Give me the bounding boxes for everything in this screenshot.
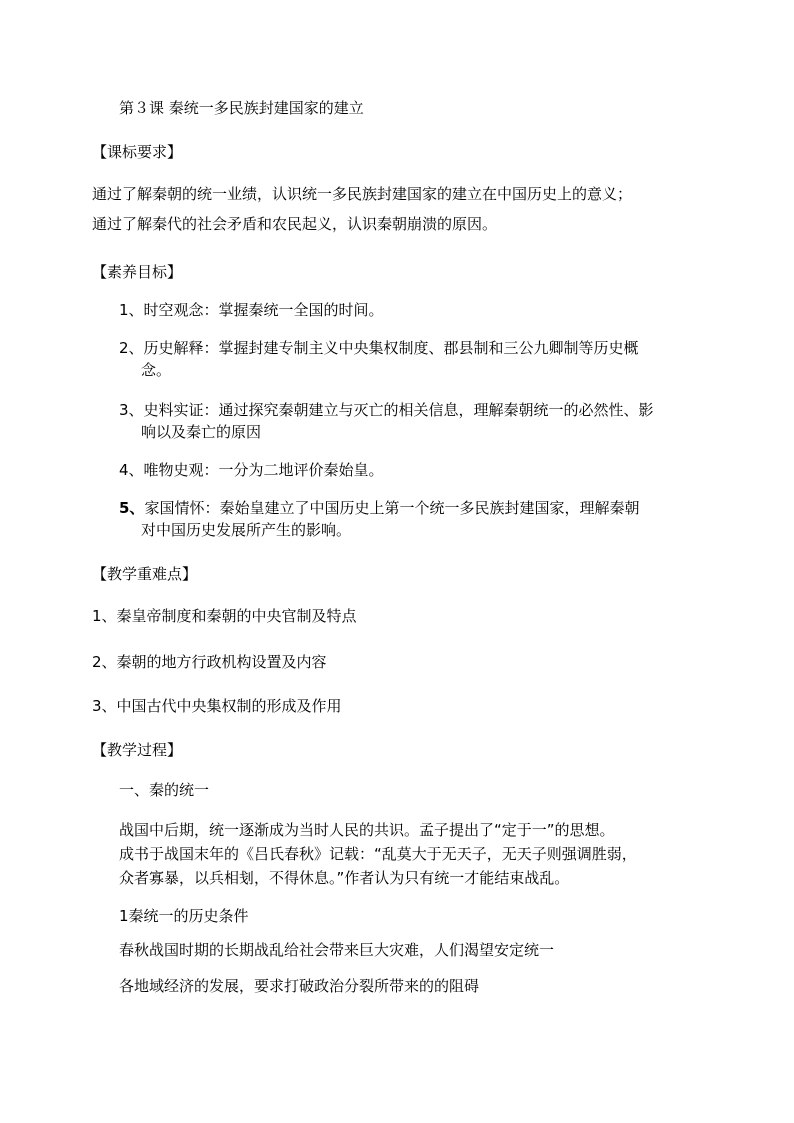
literacy-item-3-cont: 响以及秦亡的原因 — [141, 423, 262, 441]
item-number: 4、 — [119, 461, 144, 479]
key-point-2: 2、秦朝的地方行政机构设置及内容 — [92, 653, 327, 671]
item-text: 历史解释：掌握封建专制主义中央集权制度、郡县制和三公九卿制等历史概 — [143, 339, 639, 357]
literacy-item-2-cont: 念。 — [141, 361, 172, 379]
item-number: 3、 — [119, 401, 144, 419]
literacy-item-5 — [119, 498, 639, 518]
process-paragraph-line-3: 众者寡暴，以兵相刬，不得休息。”作者认为只有统一才能结束战乱。 — [119, 869, 570, 887]
sub1-line-2: 各地域经济的发展，要求打破政治分裂所带来的的阻碍 — [119, 977, 480, 995]
item-number: 1、 — [119, 301, 144, 319]
item-text: 时空观念：掌握秦统一全国的时间。 — [143, 301, 384, 319]
item-text: 唯物史观：一分为二地评价秦始皇。 — [143, 461, 384, 479]
process-subheading: 一、秦的统一 — [119, 781, 210, 799]
literacy-item-2 — [119, 338, 639, 358]
literacy-item-4 — [119, 460, 384, 480]
item-number: 5、 — [119, 499, 145, 517]
process-paragraph-line-2: 成书于战国末年的《吕氏春秋》记载：“乱莫大于无天子，无天子则强调胜弱， — [119, 845, 637, 863]
literacy-item-1 — [119, 300, 384, 320]
section-heading-literacy: 【素养目标】 — [92, 263, 183, 281]
curriculum-line-1: 通过了解秦朝的统一业绩，认识统一多民族封建国家的建立在中国历史上的意义； — [92, 185, 633, 203]
curriculum-line-2: 通过了解秦代的社会矛盾和农民起义，认识秦朝崩溃的原因。 — [92, 215, 498, 233]
lesson-title: 第３课 秦统一多民族封建国家的建立 — [119, 99, 364, 117]
item-number: 2、 — [119, 339, 144, 357]
literacy-item-5-cont: 对中国历史发展所产生的影响。 — [141, 521, 352, 539]
section-heading-key-points: 【教学重难点】 — [92, 565, 198, 583]
section-heading-curriculum: 【课标要求】 — [92, 143, 183, 161]
key-point-1: 1、秦皇帝制度和秦朝的中央官制及特点 — [92, 607, 357, 625]
section-heading-process: 【教学过程】 — [92, 741, 183, 759]
process-paragraph-line-1: 战国中后期，统一逐渐成为当时人民的共识。孟子提出了“定于一”的思想。 — [119, 821, 615, 839]
key-point-3: 3、中国古代中央集权制的形成及作用 — [92, 697, 342, 715]
item-text: 家国情怀：秦始皇建立了中国历史上第一个统一多民族封建国家，理解秦朝 — [144, 499, 640, 517]
item-text: 史料实证：通过探究秦朝建立与灭亡的相关信息，理解秦朝统一的必然性、影 — [143, 401, 654, 419]
sub1-line-1: 春秋战国时期的长期战乱给社会带来巨大灾难，人们渴望安定统一 — [119, 941, 555, 959]
literacy-item-3 — [119, 400, 654, 420]
sub1-title: 1秦统一的历史条件 — [119, 907, 249, 925]
